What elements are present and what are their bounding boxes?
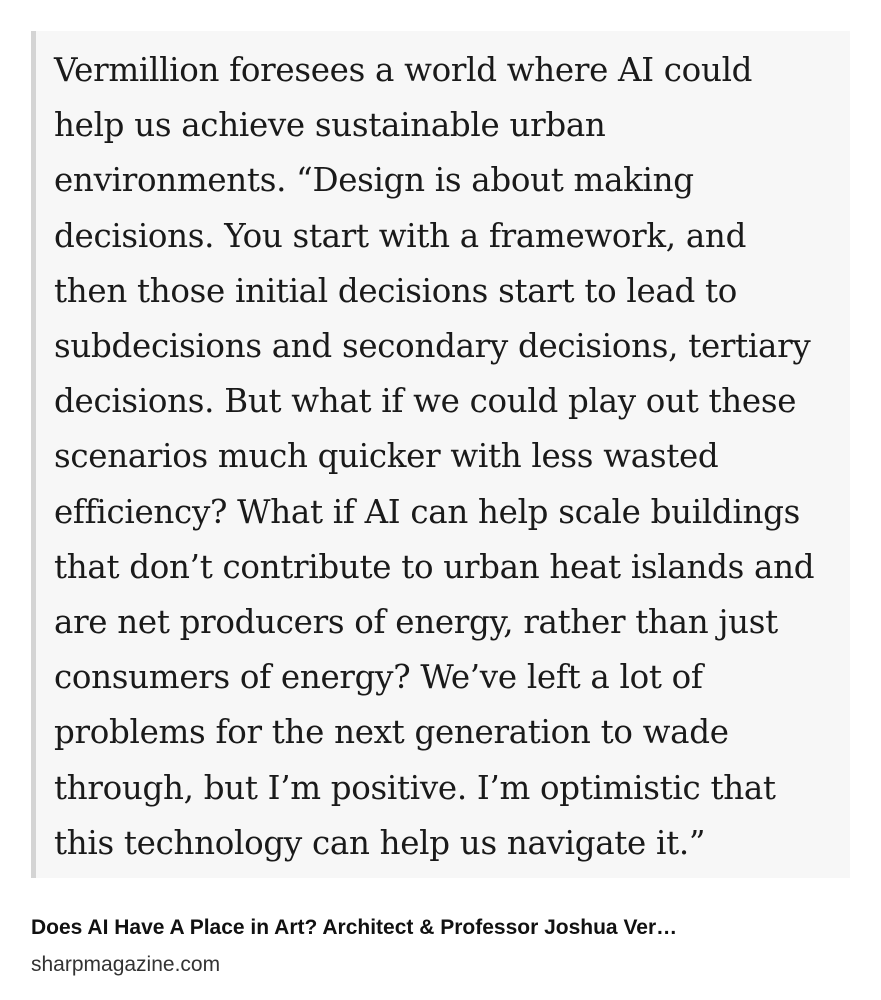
link-domain: sharpmagazine.com [31, 953, 221, 976]
quote-text: Vermillion foresees a world where AI could help us achieve sustainable urban environments. “Design is about making decisions. You start with a framework, and then those initial decisions start to lead to subdecisions and secondary decisions, tertiary decisions. But what if we could play out these scenarios much quicker with less wasted efficiency? What if AI can help scale buildings that don’t contribute to urban heat islands and are net producers of energy, rather than just consumers of energy? We’ve left a lot of problems for the next generation to wade through, but I’m positive. I’m optimistic that this technology can help us navigate it.” [54, 51, 815, 862]
link-title[interactable]: Does AI Have A Place in Art? Architect & Professor Joshua Ver… [31, 916, 678, 939]
blockquote [31, 31, 850, 878]
